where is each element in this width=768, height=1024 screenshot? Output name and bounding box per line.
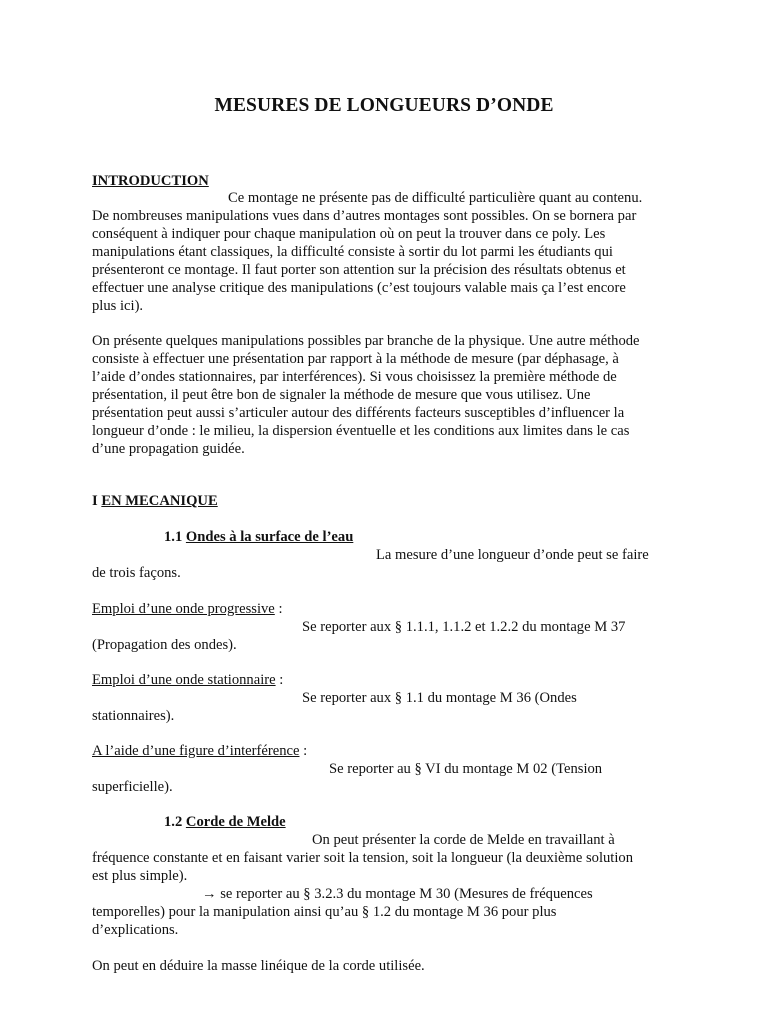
paragraph-line: est plus simple). <box>92 868 188 884</box>
section-title: EN MECANIQUE <box>101 493 218 509</box>
page-title: MESURES DE LONGUEURS D’ONDE <box>214 95 554 116</box>
subsection-heading <box>164 813 286 831</box>
paragraph-line: stationnaires). <box>92 708 175 724</box>
paragraph-line: Se reporter aux § 1.1.1, 1.1.2 et 1.2.2 du montage M 37 <box>302 619 626 635</box>
paragraph-line: Ce montage ne présente pas de difficulté particulière quant au contenu. <box>228 190 643 206</box>
paragraph-line: On peut en déduire la masse linéique de la corde utilisée. <box>92 958 425 974</box>
paragraph-line: On présente quelques manipulations possibles par branche de la physique. Une autre méthode <box>92 333 640 349</box>
paragraph-line: présentation peut aussi s’articuler autour des différents facteurs susceptibles d’influencer la <box>92 405 625 421</box>
section-heading <box>92 492 218 510</box>
paragraph-line: Se reporter aux § 1.1 du montage M 36 (Ondes <box>302 690 577 706</box>
paragraph-line: La mesure d’une longueur d’onde peut se faire <box>376 547 649 563</box>
subsection-heading <box>164 528 353 546</box>
paragraph-line: consiste à effectuer une présentation par rapport à la méthode de mesure (par déphasage, à <box>92 351 619 367</box>
paragraph-line: conséquent à indiquer pour chaque manipulation où on peut la trouver dans ce poly. Les <box>92 226 606 242</box>
item-label-colon: : <box>275 672 284 688</box>
paragraph-line: superficielle). <box>92 779 173 795</box>
paragraph-line: De nombreuses manipulations vues dans d’autres montages sont possibles. On se bornera par <box>92 208 637 224</box>
paragraph-line: d’explications. <box>92 922 179 938</box>
paragraph-line: temporelles) pour la manipulation ainsi qu’au § 1.2 du montage M 36 pour plus <box>92 904 557 920</box>
item-label <box>92 671 283 689</box>
paragraph-line: Se reporter au § VI du montage M 02 (Tension <box>329 761 603 777</box>
paragraph-line: fréquence constante et en faisant varier soit la tension, soit la longueur (la deuxième solution <box>92 850 634 866</box>
paragraph-line: présentation, il peut être bon de signaler la méthode de mesure que vous utilisez. Une <box>92 387 591 403</box>
subsection-number: 1.2 <box>164 814 183 830</box>
reference-line <box>202 885 593 903</box>
subsection-title: Corde de Melde <box>185 814 286 830</box>
item-label-colon: : <box>274 601 283 617</box>
paragraph-line: On peut présenter la corde de Melde en travaillant à <box>312 832 615 848</box>
item-label-text: A l’aide d’une figure d’interférence <box>92 743 300 759</box>
subsection-number: 1.1 <box>164 529 183 545</box>
introduction-heading: INTRODUCTION <box>92 173 209 189</box>
paragraph-line: (Propagation des ondes). <box>92 637 237 653</box>
item-label <box>92 742 307 760</box>
paragraph-line: longueur d’onde : le milieu, la dispersion éventuelle et les conditions aux limites dans le cas <box>92 423 630 439</box>
subsection-title: Ondes à la surface de l’eau <box>185 529 354 545</box>
section-number: I <box>92 493 98 509</box>
paragraph-line: de trois façons. <box>92 565 181 581</box>
arrow-icon: → <box>202 886 217 902</box>
paragraph-line: d’une propagation guidée. <box>92 441 245 457</box>
paragraph-line: plus ici). <box>92 298 144 314</box>
item-label <box>92 600 283 618</box>
item-label-colon: : <box>299 743 308 759</box>
reference-text: se reporter au § 3.2.3 du montage M 30 (Mesures de fréquences <box>216 886 593 902</box>
paragraph-line: manipulations étant classiques, la difficulté consiste à sortir du lot parmi les étudiants qui <box>92 244 613 260</box>
paragraph-line: effectuer une analyse critique des manipulations (c’est toujours valable mais ça l’est encore <box>92 280 626 296</box>
paragraph-line: présenteront ce montage. Il faut porter son attention sur la précision des résultats obtenus et <box>92 262 626 278</box>
item-label-text: Emploi d’une onde progressive <box>92 601 275 617</box>
item-label-text: Emploi d’une onde stationnaire <box>92 672 276 688</box>
paragraph-line: l’aide d’ondes stationnaires, par interférences). Si vous choisissez la première méthode de <box>92 369 617 385</box>
